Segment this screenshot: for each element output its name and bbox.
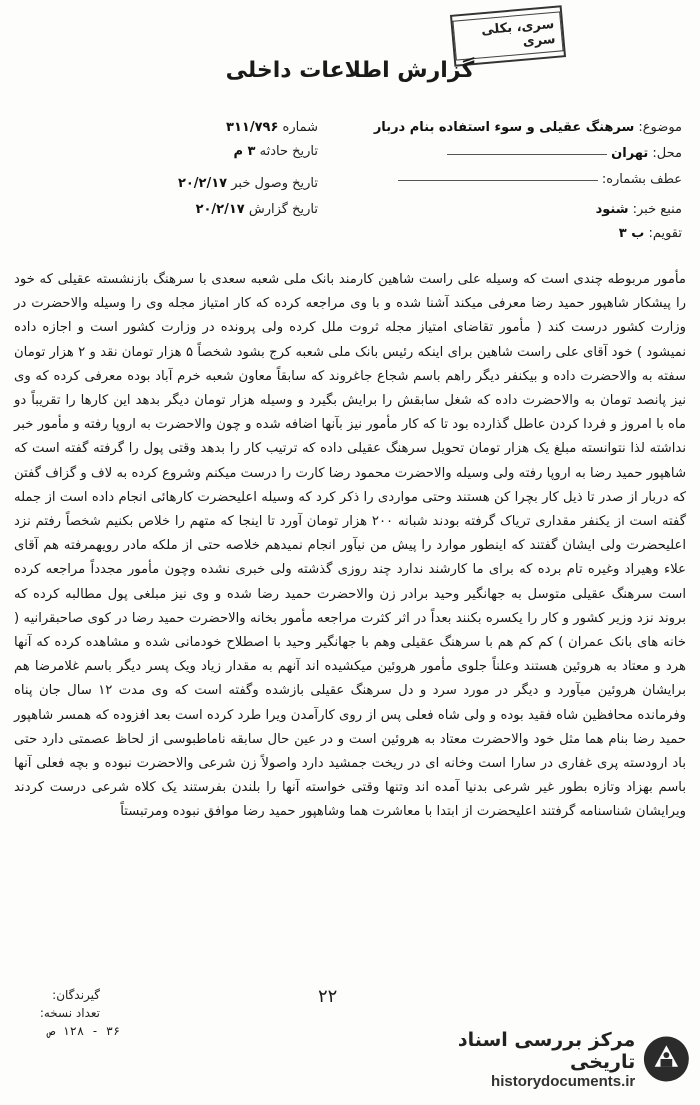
source-label: منبع خبر: bbox=[632, 202, 682, 217]
classification-stamp: سری، بکلی سری bbox=[450, 5, 566, 67]
source-value: شنود bbox=[595, 202, 629, 217]
report-body bbox=[14, 268, 686, 825]
location-value: تهران bbox=[611, 146, 649, 161]
archive-emblem-icon bbox=[641, 1033, 692, 1085]
event-date-row bbox=[233, 144, 318, 159]
subject-value: سرهنگ عقیلی و سوء استفاده بنام دربار bbox=[373, 120, 635, 135]
subject-label: موضوع: bbox=[638, 120, 682, 135]
report-date-value: ۲۰/۲/۱۷ bbox=[195, 202, 245, 217]
location-label: محل: bbox=[652, 146, 682, 161]
body-paragraph: مأمور مربوطه چندی است که وسیله علی راست شاهین کارمند بانک ملی شعبه سعدی با سرهنگ بازنشسته عقیلی که خود را پیشکار شاهپور حمید رضا معرفی میکند آشنا شده و با وی مراجعه کرده که کار امتیاز مجله وی را وسیله والاحضرت در وزارت کشور درست کند ( مأمور تقاضای امتیاز مجله ثروت ملل کرده ولی پرونده در وزارت کشور است و اجازه داده نمیشود ) خود آقای علی راست شاهین برای اینکه رئیس بانک ملی شعبه کرج بشود شخصاً ۵ هزار تومان نقد و ۲ هزار تومان سفته به والاحضرت داده و بیکنفر دیگر راهم باسم شجاع جاغروند که سابقاً معاون شعبه خرم آباد بوده معرفی کرده که وی نیز پانصد تومان به والاحضرت داده که شغل سابقش را برایش بگیرد و وسیله هزار تومان دیگر بدهد این کارها را تقریباً دو ماه با امروز و فردا کردن عاطل گذارده بود تا که کار مأمور نیز بآنها اضافه شده و چون والاحضرت به اروپا رفته و مأمور خبر نداشته لذا نتوانسته مبلغ یک هزار تومان تحویل سرهنگ عقیلی داده که ترتیب کار را بدهد وقتی پول را گرفته گفته است که شاهپور حمید رضا به اروپا رفته ولی وسیله والاحضرت محمود رضا کارت را درست میکنم وشروع کرده به لاف و گزاف گفتن که دربار از صدر تا ذیل کار بچرا کن هستند وحتی مواردی را ذکر کرد که وسیله اعلیحضرت کارهائی انجام داده است از جمله گفته است از یکنفر مقداری تریاک گرفته بودند شبانه ۲۰۰ هزار تومان آورد تا اینجا که متهم را خلاص بکنیم شخصاً رفتم نزد اعلیحضرت ولی ایشان گفتند که اینطور موارد را پیش من نیآور انجام نمیدهم خلاصه حتی از ملکه مادر رویهمرفته هم آقای علاء وهیراد وغیره تام برده که برای ما کارشند ندارد چند روزی گذشته ولی خبری نشده وچون مأمور مجدداً مراجعه کرده است سرهنگ عقیلی متوسل به جهانگیر وحید برادر زن والاحضرت حمید رضا شده و وی نیز مبلغی پول مطالبه کرده که بروند نزد وزیر کشور و کار را یکسره بکنند بعداً در اثر کثرت مراجعه مأمور بخانه والاحضرت حمید رضا در کوی صاحبقرانیه ( خانه های بانک عمران ) کم کم هم با سرهنگ عقیلی وهم با جهانگیر وحید با اصطلاح خودمانی شده و مشاهده کرده که آنها هرد و معتاد به هروئین هستند وعلناً جلوی مأمور هروئین میکشیده اند آنهم به مقدار زیاد ویک پسر دیگر باسم غلامرضا هم برایشان هروئین میآورد و دیگر در مورد سرد و دل سرهنگ عقیلی بازشده وگفته است که وی مدت ۱۲ سال جان پناه وفرمانده محافظین شاه فقید بوده و ولی شاه فعلی پس از روی کارآمدن ویرا طرد کرده است بعد افزوده که همسر شاهپور حمید رضا بنام هما مثل خود والاحضرت معتاد به هروئین است و در عین حال سابقه ناماطبوسی از لحاظ عصمتی دارد حتی باد ارودسته پری غفاری در سارا است وخانه ای در ریخت جمشید دارد واصولاً زن شرعی والاحضرت نبوده و بچه فعلی آنها باسم بهزاد وتازه بطور غیر شرعی بدنیا آمده اند وتنها وقتی خواسته آنها را بلندن بفرستند یک کلاه شرعی درست کردند ویرایشان شناسنامه گرفتند اعلیحضرت از ابتدا با معاشرت هما وشاهپور حمید رضا موافق نبوده ومرتبستاً bbox=[14, 272, 686, 820]
recipients-label: گیرندگان: bbox=[52, 988, 100, 1002]
report-title: گزارش اطلاعات داخلی bbox=[225, 58, 475, 83]
received-date-label: تاریخ وصول خبر bbox=[231, 176, 318, 191]
evaluation-value: ب ۳ bbox=[618, 226, 645, 241]
reference-row bbox=[398, 172, 682, 187]
logo-url-text: historydocuments.ir bbox=[491, 1072, 636, 1090]
reference-line bbox=[398, 179, 598, 181]
report-date-label: تاریخ گزارش bbox=[248, 202, 318, 217]
number-label: شماره bbox=[282, 120, 318, 135]
handwritten-number: ۲۲ bbox=[318, 986, 338, 1007]
number-row bbox=[226, 120, 318, 135]
received-date-value: ۲۰/۲/۱۷ bbox=[177, 176, 228, 191]
report-date-row bbox=[196, 202, 318, 217]
location-row bbox=[447, 146, 682, 161]
number-value: ۳۱۱/۷۹۶ bbox=[226, 120, 279, 135]
archive-reference: ۳۶ - ۱۲۸ ص bbox=[48, 1024, 121, 1038]
event-date-value: ۳ م bbox=[233, 144, 256, 159]
evaluation-label: تقویم: bbox=[648, 226, 682, 241]
location-line bbox=[447, 153, 607, 155]
logo-persian-text: مرکز بررسی اسناد تاریخی bbox=[457, 1028, 636, 1073]
reference-label: عطف بشماره: bbox=[601, 172, 682, 187]
received-date-row bbox=[178, 176, 318, 191]
source-row bbox=[596, 202, 682, 217]
copies-label: تعداد نسخه: bbox=[39, 1006, 100, 1020]
archive-logo bbox=[392, 1019, 692, 1099]
event-date-label: تاریخ حادثه bbox=[259, 144, 318, 159]
evaluation-row bbox=[619, 226, 682, 241]
subject-row bbox=[374, 120, 682, 135]
